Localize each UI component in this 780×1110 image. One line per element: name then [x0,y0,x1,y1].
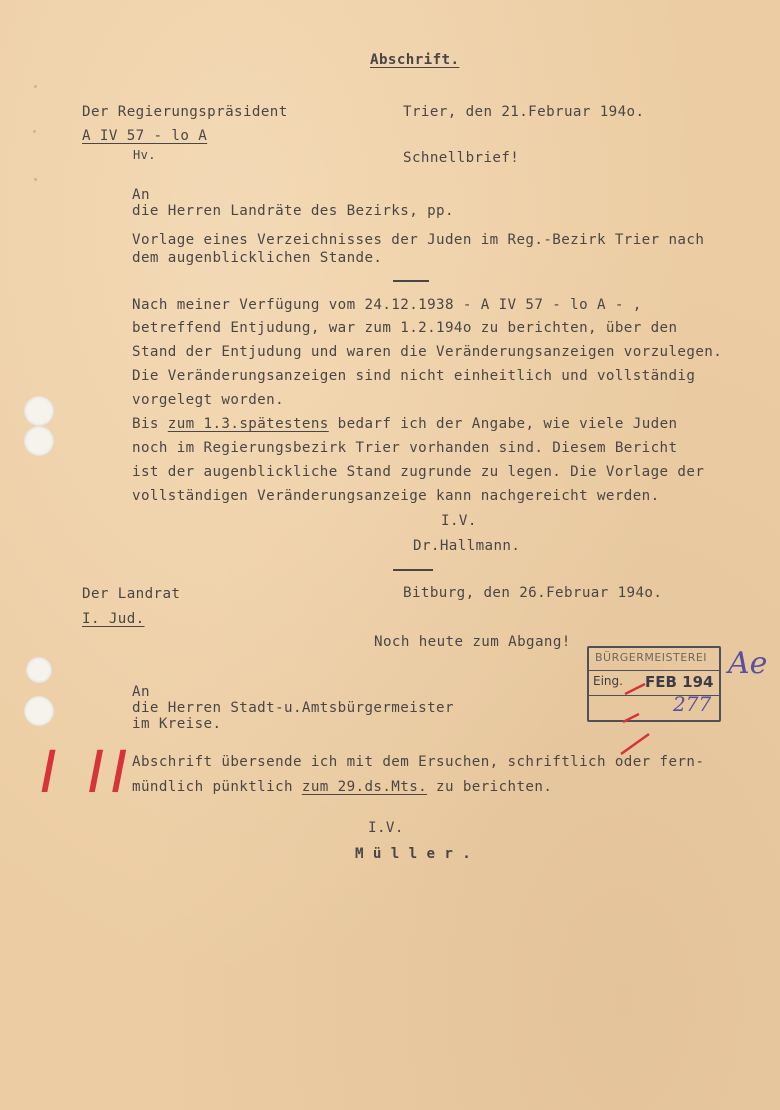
body-paragraph-3-last-line [132,779,552,795]
red-checkmark [605,682,665,762]
reference-2: I. Jud. [82,611,145,627]
margin-dot [34,85,37,88]
punch-hole-1 [24,396,54,426]
urgency-2: Noch heute zum Abgang! [374,634,571,650]
sender-2: Der Landrat [82,586,181,602]
signature-2-iv: I.V. [368,820,404,836]
body-text: mündlich pünktlich [132,779,302,795]
body-line: Die Veränderungsanzeigen sind nicht einheitlich und vollständig [132,368,696,384]
addressee-2: die Herren Stadt-u.Amtsbürgermeister [132,700,454,716]
signature-2-name: M ü l l e r . [355,846,472,862]
body-line: vollständigen Veränderungsanzeige kann nachgereicht werden. [132,488,660,504]
body-paragraph-2-first-line [132,416,677,432]
subject-line-2: dem augenblicklichen Stande. [132,250,383,266]
red-pencil-marks: I II [40,738,134,806]
sender-1: Der Regierungspräsident [82,104,288,120]
deadline-underlined: zum 29.ds.Mts. [301,779,428,795]
body-line: ist der augenblickliche Stand zugrunde zu legen. Die Vorlage der [132,464,705,480]
document-title: Abschrift. [370,52,460,68]
reference-1: A IV 57 - lo A [82,128,208,144]
punch-hole-3 [26,657,52,683]
handwritten-initials: Ae [728,646,768,681]
signature-1-iv: I.V. [441,513,477,529]
body-text: zu berichten. [427,779,553,795]
stamp-date: FEB 194 [645,673,714,691]
body-line: Abschrift übersende ich mit dem Ersuchen, schriftlich oder fern- [132,754,705,770]
separator-2 [393,569,433,571]
punch-hole-2 [24,426,54,456]
body-line: betreffend Entjudung, war zum 1.2.194o zu berichten, über den [132,320,678,336]
addressee-2-location: im Kreise. [132,716,222,732]
reference-1b: Hv. [133,148,156,162]
body-line: Stand der Entjudung und waren die Veränderungsanzeigen vorzulegen. [132,344,723,360]
signature-1-name: Dr.Hallmann. [413,538,521,554]
stamp-eing-label: Eing. [593,674,623,688]
separator-1 [393,280,429,282]
punch-hole-4 [24,696,54,726]
addressee-1: die Herren Landräte des Bezirks, pp. [132,203,454,219]
stamp-number: 277 [673,692,712,716]
addressee-2-an: An [132,684,150,700]
addressee-1-an: An [132,187,150,203]
margin-dot [34,178,37,181]
margin-dot [33,130,36,133]
body-text: bedarf ich der Angabe, wie viele Juden [328,416,678,432]
body-line: Nach meiner Verfügung vom 24.12.1938 - A IV 57 - lo A - , [132,297,642,313]
place-date-2: Bitburg, den 26.Februar 194o. [403,585,663,601]
body-line: noch im Regierungsbezirk Trier vorhanden sind. Diesem Bericht [132,440,678,456]
deadline-underlined: zum 1.3.spätestens [167,416,329,432]
stamp-heading: BÜRGERMEISTEREI [595,651,708,664]
body-text: Bis [132,416,168,432]
subject-line-1: Vorlage eines Verzeichnisses der Juden im Reg.-Bezirk Trier nach [132,232,705,248]
body-line: vorgelegt worden. [132,392,285,408]
place-date-1: Trier, den 21.Februar 194o. [403,104,645,120]
urgency-1: Schnellbrief! [403,150,520,166]
